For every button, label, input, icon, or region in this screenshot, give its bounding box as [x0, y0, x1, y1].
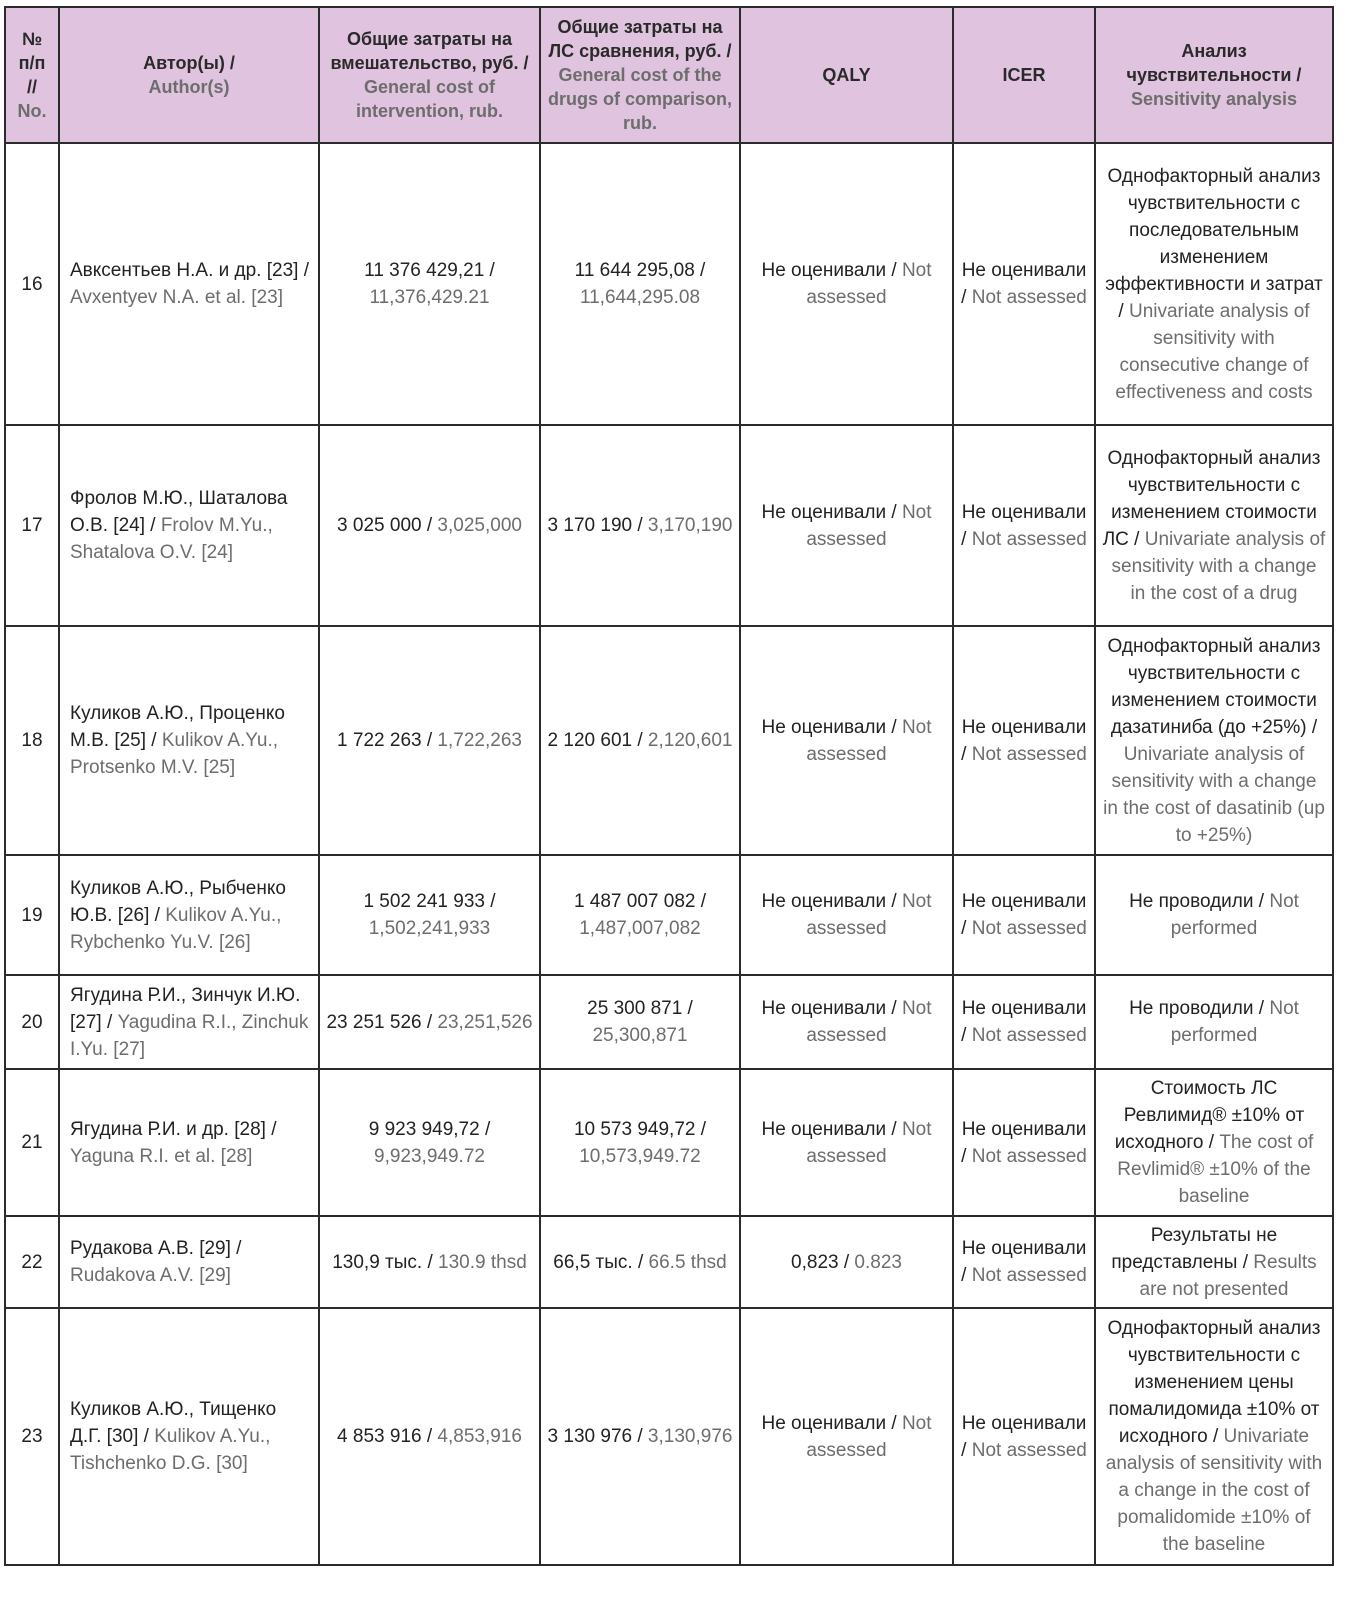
cell-cost-intervention-en: 11,376,429.21 — [369, 287, 490, 308]
table-row — [5, 975, 1333, 1069]
cell-qaly — [740, 855, 953, 975]
cell-no: 16 — [5, 143, 59, 425]
cell-icer — [953, 1308, 1095, 1565]
cell-cost-intervention-en: 3,025,000 — [437, 515, 522, 536]
cell-cost-intervention-en: 4,853,916 — [437, 1426, 522, 1447]
table-row — [5, 855, 1333, 975]
cell-icer-en: Not assessed — [971, 287, 1087, 308]
cell-author-en: Kulikov A.Yu., Tishchenko D.G. [30] — [70, 1426, 271, 1474]
cell-sensitivity — [1095, 1308, 1333, 1565]
cell-author — [59, 1069, 319, 1216]
cell-cost-comparison — [540, 975, 740, 1069]
cell-qaly-en: Not assessed — [806, 1412, 932, 1461]
cell-qaly-ru: Не оценивали / — [761, 1118, 897, 1140]
cell-qaly-en: 0.823 — [854, 1251, 902, 1273]
cell-icer-ru: Не оценивали / — [961, 501, 1087, 550]
cell-cost-intervention — [319, 1069, 540, 1216]
cell-icer-ru: Не оценивали / — [961, 891, 1087, 939]
cell-cost-intervention-en: 1,722,263 — [437, 730, 522, 751]
cell-sensitivity — [1095, 1069, 1333, 1216]
cell-cost-comparison-ru: 25 300 871 / — [587, 998, 693, 1019]
cell-icer-en: Not assessed — [971, 918, 1087, 939]
cell-cost-intervention — [319, 1308, 540, 1565]
cell-icer-en: Not assessed — [971, 1439, 1087, 1461]
cell-sensitivity-ru: Однофакторный анализ чувствительности с изменением стоимости дазатиниба (до +25%) / — [1107, 635, 1321, 738]
cell-cost-intervention-ru: 1 722 263 / — [337, 730, 433, 751]
table-row — [5, 143, 1333, 425]
cell-cost-comparison — [540, 1216, 740, 1308]
cell-cost-comparison — [540, 1069, 740, 1216]
cell-cost-intervention — [319, 143, 540, 425]
cell-sensitivity-ru: Однофакторный анализ чувствительности с изменением цены помалидомида ±10% от исходного / — [1107, 1318, 1321, 1447]
cell-cost-intervention-en: 130.9 thsd — [438, 1251, 527, 1273]
cell-cost-comparison — [540, 1308, 740, 1565]
cell-cost-intervention-ru: 4 853 916 / — [337, 1426, 433, 1447]
cell-no: 21 — [5, 1069, 59, 1216]
cell-cost-intervention-ru: 3 025 000 / — [337, 515, 433, 536]
cell-author — [59, 975, 319, 1069]
cell-author-ru: Куликов А.Ю., Проценко М.В. [25] / — [70, 703, 285, 751]
cell-cost-comparison — [540, 855, 740, 975]
cell-sensitivity-ru: Не проводили / — [1129, 998, 1265, 1019]
cell-icer-ru: Не оценивали / — [961, 260, 1087, 308]
cell-cost-comparison-en: 66.5 thsd — [648, 1251, 727, 1273]
cell-cost-comparison — [540, 143, 740, 425]
cell-cost-comparison-en: 11,644,295.08 — [579, 287, 701, 308]
table-row — [5, 1069, 1333, 1216]
cell-cost-intervention-en: 23,251,526 — [437, 1011, 533, 1033]
cell-qaly-ru: Не оценивали / — [761, 716, 897, 738]
header-sensitivity: Анализ чувствительности / Sensitivity analysis — [1095, 7, 1333, 143]
cell-author-en: Kulikov A.Yu., Protsenko M.V. [25] — [70, 730, 279, 778]
cell-qaly — [740, 975, 953, 1069]
header-no: № п/п // No. — [5, 7, 59, 143]
cell-icer — [953, 425, 1095, 626]
cell-qaly-ru: Не оценивали / — [761, 501, 897, 523]
cell-sensitivity-en: Univariate analysis of sensitivity with a change in the cost of dasatinib (up to +25%) — [1103, 743, 1325, 846]
cell-cost-comparison-ru: 1 487 007 082 / — [573, 891, 707, 912]
cell-cost-comparison-en: 25,300,871 — [592, 1025, 688, 1046]
cell-qaly-en: Not assessed — [806, 716, 932, 765]
cell-author-en: Yaguna R.I. et al. [28] — [70, 1145, 253, 1167]
cell-author-ru: Ягудина Р.И., Зинчук И.Ю. [27] / — [70, 984, 301, 1033]
cell-no: 19 — [5, 855, 59, 975]
cell-cost-comparison-en: 10,573,949.72 — [579, 1145, 701, 1167]
cell-sensitivity-ru: Однофакторный анализ чувствительности с изменением стоимости ЛС / — [1102, 447, 1321, 550]
cell-qaly-ru: Не оценивали / — [761, 260, 897, 281]
cell-cost-comparison-ru: 3 170 190 / — [547, 515, 643, 536]
cell-cost-intervention-ru: 11 376 429,21 / — [364, 260, 495, 281]
cell-cost-comparison-en: 2,120,601 — [647, 730, 733, 751]
cell-icer-en: Not assessed — [971, 1025, 1087, 1046]
cell-cost-intervention-en: 1,502,241,933 — [368, 918, 491, 939]
cell-author — [59, 1216, 319, 1308]
cell-qaly — [740, 1308, 953, 1565]
cell-cost-comparison — [540, 626, 740, 855]
cell-icer-en: Not assessed — [971, 528, 1087, 550]
cell-icer-en: Not assessed — [971, 1265, 1087, 1286]
cell-icer-en: Not assessed — [971, 743, 1087, 765]
cell-icer-en: Not assessed — [971, 1145, 1087, 1167]
cell-icer-ru: Не оценивали / — [961, 1238, 1087, 1286]
cell-sensitivity-en: Not performed — [1170, 891, 1299, 939]
cell-cost-comparison — [540, 425, 740, 626]
cell-sensitivity — [1095, 855, 1333, 975]
cell-qaly — [740, 143, 953, 425]
cell-author — [59, 1308, 319, 1565]
cell-author-ru: Фролов М.Ю., Шаталова О.В. [24] / — [70, 488, 288, 536]
cell-icer-ru: Не оценивали / — [961, 1118, 1087, 1167]
cell-qaly-ru: Не оценивали / — [761, 1412, 897, 1434]
cell-qaly — [740, 1069, 953, 1216]
cell-sensitivity-ru: Не проводили / — [1129, 891, 1265, 912]
cell-sensitivity — [1095, 975, 1333, 1069]
cell-qaly-en: Not assessed — [806, 501, 932, 550]
cell-icer-ru: Не оценивали / — [961, 998, 1087, 1046]
cell-icer-ru: Не оценивали / — [961, 1412, 1087, 1461]
cell-sensitivity-en: Results are not presented — [1139, 1251, 1317, 1300]
header-row — [5, 7, 1333, 143]
cell-author-en: Avxentyev N.A. et al. [23] — [70, 287, 283, 308]
cell-qaly-en: Not assessed — [806, 891, 932, 939]
cell-sensitivity — [1095, 425, 1333, 626]
cell-icer — [953, 626, 1095, 855]
cell-cost-intervention — [319, 1216, 540, 1308]
table-row — [5, 1216, 1333, 1308]
cell-icer — [953, 143, 1095, 425]
cell-qaly-ru: Не оценивали / — [761, 891, 897, 912]
header-author: Автор(ы) / Author(s) — [59, 7, 319, 143]
cell-cost-comparison-ru: 2 120 601 / — [547, 730, 643, 751]
cell-icer-ru: Не оценивали / — [961, 716, 1087, 765]
cell-sensitivity-en: Univariate analysis of sensitivity with a change in the cost of a drug — [1111, 528, 1326, 604]
cell-cost-intervention-en: 9,923,949.72 — [374, 1145, 485, 1167]
cell-no: 20 — [5, 975, 59, 1069]
cell-author-ru: Авксентьев Н.А. и др. [23] / — [70, 260, 309, 281]
cell-cost-comparison-ru: 3 130 976 / — [547, 1426, 643, 1447]
header-cost-intervention: Общие затраты на вмешательство, руб. / General cost of intervention, rub. — [319, 7, 540, 143]
cell-icer — [953, 1069, 1095, 1216]
table-row — [5, 1308, 1333, 1565]
cell-no: 17 — [5, 425, 59, 626]
cell-sensitivity-en: Univariate analysis of sensitivity with a change in the cost of pomalidomide ±10% of the baseline — [1105, 1426, 1323, 1555]
cell-sensitivity — [1095, 626, 1333, 855]
cell-cost-intervention-ru: 9 923 949,72 / — [368, 1118, 491, 1140]
cell-sensitivity — [1095, 143, 1333, 425]
cell-sensitivity-ru: Стоимость ЛС Ревлимид® ±10% от исходного / — [1114, 1078, 1305, 1153]
cell-icer — [953, 855, 1095, 975]
cell-author — [59, 626, 319, 855]
cell-sensitivity-ru: Результаты не представлены / — [1111, 1224, 1278, 1273]
cell-sensitivity-en: Univariate analysis of sensitivity with consecutive change of effectiveness and costs — [1115, 300, 1313, 403]
cell-icer — [953, 975, 1095, 1069]
cell-qaly-en: Not assessed — [806, 260, 932, 308]
cell-author-ru: Куликов А.Ю., Рыбченко Ю.В. [26] / — [70, 877, 286, 926]
data-table-container — [4, 6, 1334, 1566]
cell-no: 18 — [5, 626, 59, 855]
cell-sensitivity-ru: Однофакторный анализ чувствительности с последовательным изменением эффективности и затрат / — [1105, 165, 1323, 322]
cell-qaly-ru: Не оценивали / — [761, 998, 897, 1019]
cell-author-en: Frolov M.Yu., Shatalova O.V. [24] — [70, 515, 273, 563]
cell-no: 22 — [5, 1216, 59, 1308]
header-qaly: QALY — [740, 7, 953, 143]
cell-author-ru: Рудакова А.В. [29] / — [70, 1238, 242, 1259]
cell-cost-intervention-ru: 23 251 526 / — [326, 1011, 433, 1033]
cell-author-en: Yagudina R.I., Zinchuk I.Yu. [27] — [70, 1011, 309, 1060]
cell-cost-comparison-ru: 66,5 тыс. / — [553, 1251, 644, 1273]
cell-qaly-en: Not assessed — [806, 998, 932, 1046]
cell-no: 23 — [5, 1308, 59, 1565]
table-row — [5, 425, 1333, 626]
cell-cost-intervention — [319, 425, 540, 626]
cell-author — [59, 855, 319, 975]
header-cost-comparison: Общие затраты на ЛС сравнения, руб. / General cost of the drugs of comparison, rub. — [540, 7, 740, 143]
cell-sensitivity-en: Not performed — [1170, 998, 1299, 1046]
table-row — [5, 626, 1333, 855]
cell-icer — [953, 1216, 1095, 1308]
cell-cost-intervention — [319, 975, 540, 1069]
cell-cost-comparison-en: 3,130,976 — [647, 1426, 733, 1447]
cell-cost-comparison-ru: 11 644 295,08 / — [574, 260, 706, 281]
cell-cost-intervention-ru: 1 502 241 933 / — [363, 891, 496, 912]
cell-cost-intervention-ru: 130,9 тыс. / — [332, 1251, 433, 1273]
cell-author — [59, 143, 319, 425]
cell-qaly-ru: 0,823 / — [791, 1251, 850, 1273]
cost-effectiveness-table — [4, 6, 1334, 1566]
cell-qaly — [740, 626, 953, 855]
cell-author-ru: Куликов А.Ю., Тищенко Д.Г. [30] / — [70, 1399, 277, 1447]
cell-cost-comparison-en: 1,487,007,082 — [579, 918, 701, 939]
header-icer: ICER — [953, 7, 1095, 143]
cell-qaly-en: Not assessed — [806, 1118, 932, 1167]
cell-cost-comparison-en: 3,170,190 — [647, 515, 733, 536]
cell-qaly — [740, 1216, 953, 1308]
cell-author-en: Rudakova A.V. [29] — [70, 1265, 231, 1286]
cell-cost-intervention — [319, 626, 540, 855]
cell-author — [59, 425, 319, 626]
cell-sensitivity — [1095, 1216, 1333, 1308]
cell-author-ru: Ягудина Р.И. и др. [28] / — [70, 1118, 277, 1140]
cell-cost-intervention — [319, 855, 540, 975]
cell-sensitivity-en: The cost of Revlimid® ±10% of the baseline — [1117, 1132, 1314, 1207]
cell-cost-comparison-ru: 10 573 949,72 / — [573, 1118, 707, 1140]
cell-author-en: Kulikov A.Yu., Rybchenko Yu.V. [26] — [70, 904, 282, 953]
cell-qaly — [740, 425, 953, 626]
